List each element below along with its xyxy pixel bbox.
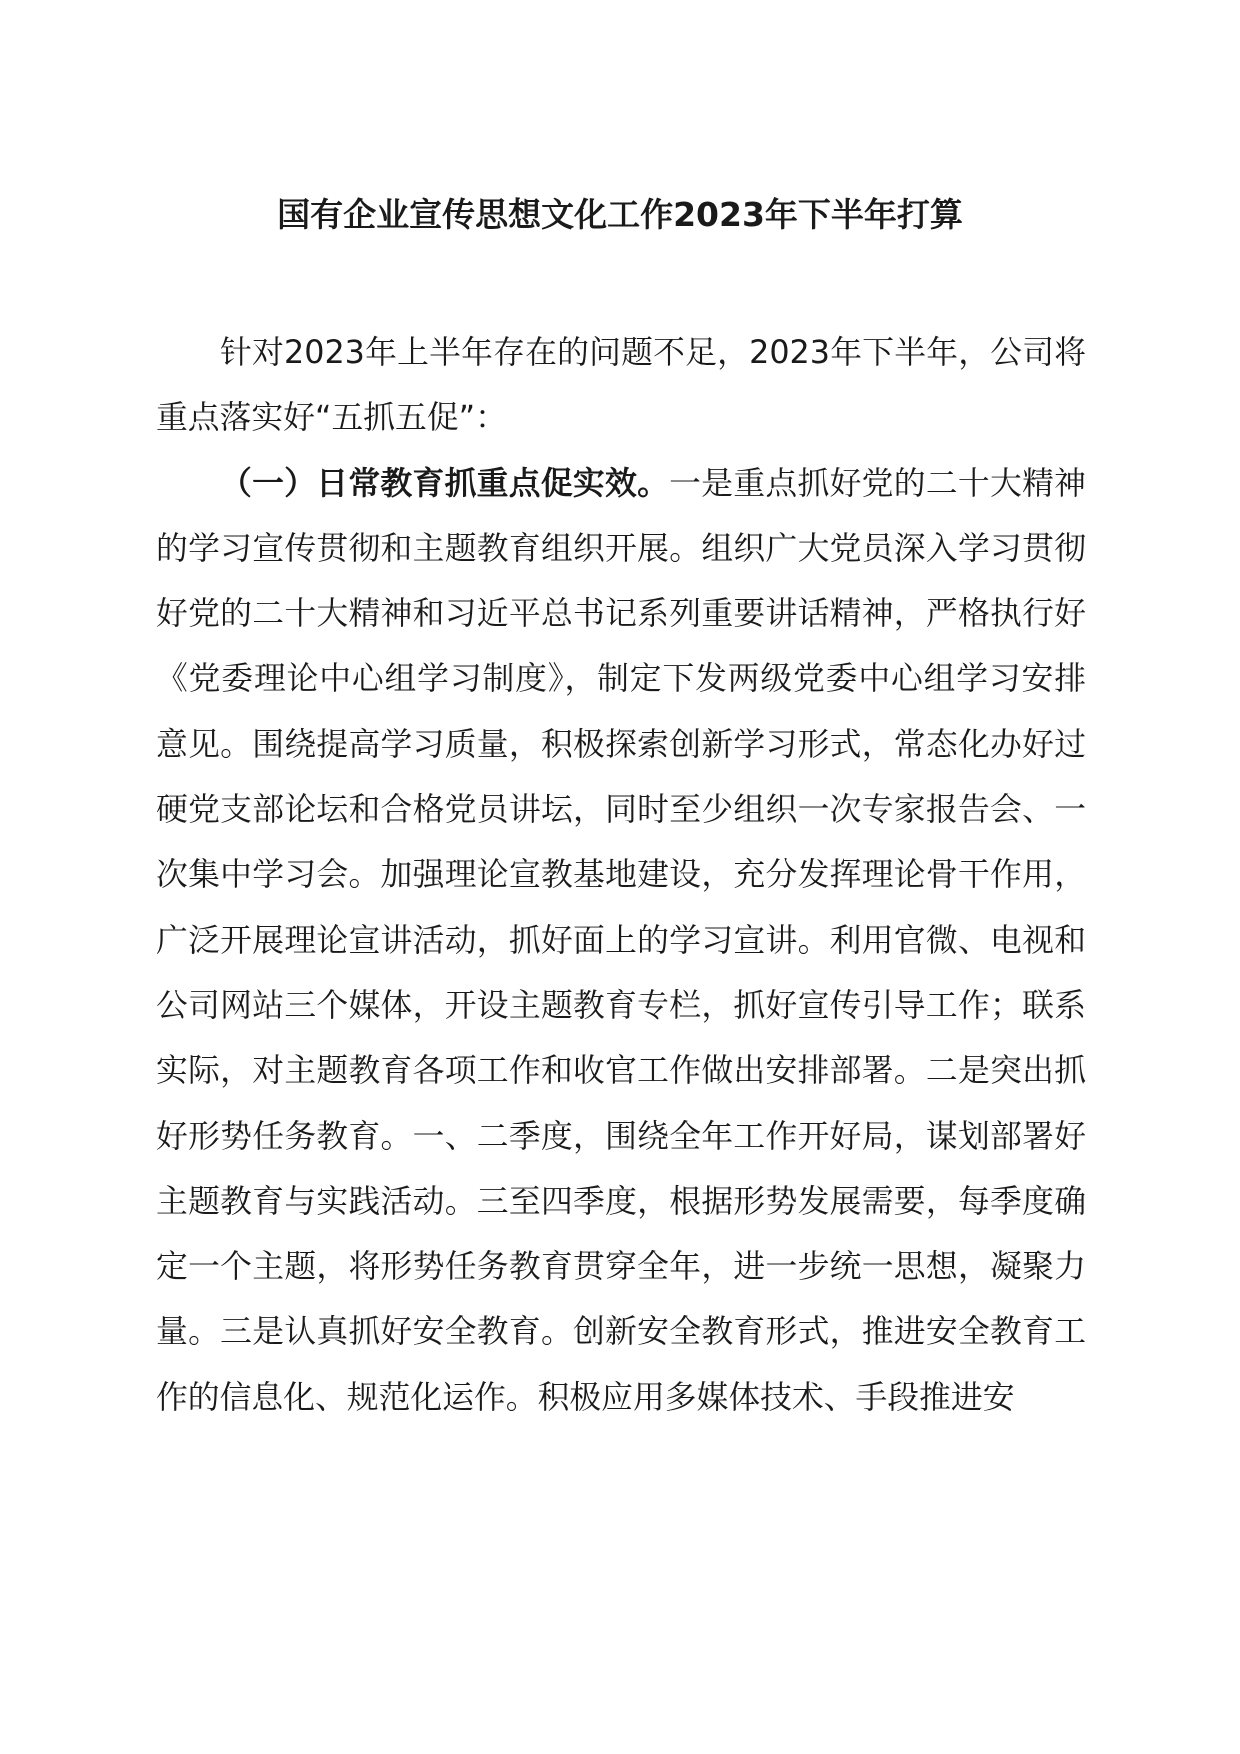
intro-paragraph-text: 针对2023年上半年存在的问题不足，2023年下半年，公司将重点落实好“五抓五促”： [156, 334, 1086, 437]
intro-paragraph [156, 320, 1086, 451]
document-body [156, 320, 1086, 1430]
document-title: 国有企业宣传思想文化工作2023年下半年打算 [277, 195, 963, 234]
section-one-text: 一是重点抓好党的二十大精神的学习宣传贯彻和主题教育组织开展。组织广大党员深入学习贯彻好党的二十大精神和习近平总书记系列重要讲话精神，严格执行好《党委理论中心组学习制度》，制定下发两级党委中心组学习安排意见。围绕提高学习质量，积极探索创新学习形式，常态化办好过硬党支部论坛和合格党员讲坛，同时至少组织一次专家报告会、一次集中学习会。加强理论宣教基地建设，充分发挥理论骨干作用，广泛开展理论宣讲活动，抓好面上的学习宣讲。利用官微、电视和公司网站三个媒体，开设主题教育专栏，抓好宣传引导工作；联系实际，对主题教育各项工作和收官工作做出安排部署。二是突出抓好形势任务教育。一、二季度，围绕全年工作开好局，谋划部署好主题教育与实践活动。三至四季度，根据形势发展需要，每季度确定一个主题，将形势任务教育贯穿全年，进一步统一思想，凝聚力量。三是认真抓好安全教育。创新安全教育形式，推进安全教育工作的信息化、规范化运作。积极应用多媒体技术、手段推进安 [156, 464, 1086, 1416]
section-one-heading: （一）日常教育抓重点促实效。 [220, 464, 670, 502]
section-one-paragraph [156, 451, 1086, 1430]
